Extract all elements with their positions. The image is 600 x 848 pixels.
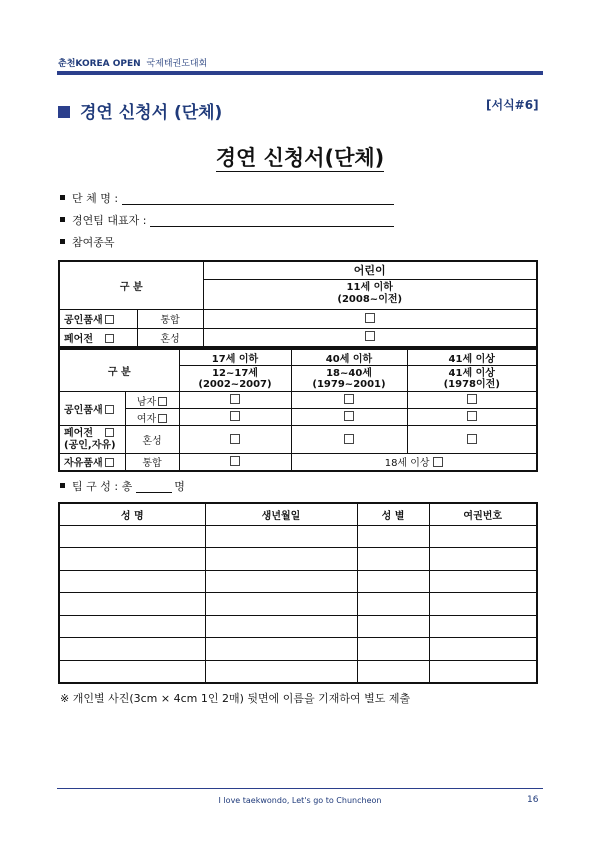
bullet-icon (60, 195, 65, 200)
form-number: [서식#6] (486, 98, 539, 112)
checkbox-icon[interactable] (467, 434, 477, 444)
poomsae-children-cell (203, 309, 537, 328)
birthdate-header: 생년월일 (205, 503, 357, 525)
checkbox-icon[interactable] (344, 394, 354, 404)
team-leader-input[interactable] (150, 214, 394, 227)
table-row (59, 593, 537, 616)
bullet-icon (60, 483, 65, 488)
children-header: 어린이 (203, 261, 537, 279)
checkbox-icon[interactable] (230, 411, 240, 421)
name-cell[interactable] (59, 525, 205, 548)
square-bullet-icon (58, 106, 70, 118)
free-poomsae-label: 자유품새 (59, 454, 125, 471)
checkbox-icon[interactable] (230, 434, 240, 444)
poomsae-label: 공인품새 (59, 392, 125, 426)
female-label: 여자 (125, 409, 179, 426)
table-row (59, 615, 537, 638)
page-number: 16 (527, 795, 539, 805)
roster-table (58, 502, 538, 684)
pair-41-cell (407, 426, 537, 454)
male-40-cell (291, 392, 407, 409)
free-17-cell (179, 454, 291, 471)
birthdate-cell[interactable] (205, 638, 357, 661)
checkbox-icon[interactable] (158, 397, 167, 406)
male-41-cell (407, 392, 537, 409)
checkbox-icon[interactable] (105, 334, 114, 343)
passport-header: 여권번호 (429, 503, 537, 525)
table-row (59, 525, 537, 548)
birthdate-cell[interactable] (205, 615, 357, 638)
footer-slogan: I love taekwondo, Let's go to Chuncheon (218, 796, 382, 805)
photo-note: ※ 개인별 사진(3cm × 4cm 1인 2매) 뒷면에 이름을 기재하여 별도 제출 (60, 692, 411, 705)
checkbox-icon[interactable] (230, 394, 240, 404)
checkbox-icon[interactable] (344, 411, 354, 421)
pair-type: 혼성 (137, 328, 203, 347)
bullet-icon (60, 217, 65, 222)
gender-cell[interactable] (357, 638, 429, 661)
birthdate-cell[interactable] (205, 548, 357, 571)
section-title: 경연 신청서 (단체) (58, 98, 222, 123)
header-subtitle: 국제태권도대회 (146, 59, 208, 69)
pair-label: 페어전 (공인,자유) (59, 426, 125, 454)
checkbox-icon[interactable] (433, 457, 443, 467)
table-row (59, 548, 537, 571)
name-cell[interactable] (59, 548, 205, 571)
group-41-header: 41세 이상 (407, 349, 537, 366)
birthdate-cell[interactable] (205, 570, 357, 593)
team-leader-field: 경연팀 대표자 : (60, 212, 394, 228)
gender-cell[interactable] (357, 661, 429, 684)
passport-cell[interactable] (429, 548, 537, 571)
birthdate-cell[interactable] (205, 593, 357, 616)
team-name-input[interactable] (122, 192, 394, 205)
passport-cell[interactable] (429, 570, 537, 593)
free-18plus-cell: 18세 이상 (291, 454, 537, 471)
passport-cell[interactable] (429, 593, 537, 616)
gender-cell[interactable] (357, 570, 429, 593)
birthdate-cell[interactable] (205, 661, 357, 684)
children-event-table (58, 260, 538, 348)
poomsae-label: 공인품새 (59, 309, 137, 328)
footer-rule (57, 788, 543, 789)
name-header: 성 명 (59, 503, 205, 525)
team-composition-field: 팀 구 성 : 총 명 (60, 478, 185, 494)
passport-cell[interactable] (429, 525, 537, 548)
group-41-range: 41세 이상 (1978이전) (407, 366, 537, 392)
pair-40-cell (291, 426, 407, 454)
gender-cell[interactable] (357, 548, 429, 571)
name-cell[interactable] (59, 593, 205, 616)
running-header (58, 56, 207, 69)
gender-header: 성 별 (357, 503, 429, 525)
group-40-range: 18~40세 (1979~2001) (291, 366, 407, 392)
group-17-header: 17세 이하 (179, 349, 291, 366)
checkbox-icon[interactable] (344, 434, 354, 444)
checkbox-icon[interactable] (467, 394, 477, 404)
team-name-field: 단 체 명 : (60, 190, 394, 206)
checkbox-icon[interactable] (365, 331, 375, 341)
gender-cell[interactable] (357, 525, 429, 548)
group-40-header: 40세 이하 (291, 349, 407, 366)
bullet-icon (60, 239, 65, 244)
name-cell[interactable] (59, 661, 205, 684)
checkbox-icon[interactable] (230, 456, 240, 466)
adult-event-table (58, 348, 538, 472)
name-cell[interactable] (59, 638, 205, 661)
checkbox-icon[interactable] (105, 428, 114, 437)
gender-cell[interactable] (357, 615, 429, 638)
gender-cell[interactable] (357, 593, 429, 616)
table-row (59, 570, 537, 593)
document-title: 경연 신청서(단체) (215, 146, 385, 170)
category-header: 구 분 (59, 261, 203, 309)
male-17-cell (179, 392, 291, 409)
events-label: 참여종목 (60, 234, 115, 250)
passport-cell[interactable] (429, 661, 537, 684)
pair-label: 페어전 (59, 328, 137, 347)
checkbox-icon[interactable] (105, 405, 114, 414)
header-brand: 춘천KOREA OPEN (58, 59, 141, 69)
name-cell[interactable] (59, 570, 205, 593)
poomsae-type: 통합 (137, 309, 203, 328)
checkbox-icon[interactable] (467, 411, 477, 421)
checkbox-icon[interactable] (105, 458, 114, 467)
header-rule (57, 71, 543, 75)
female-41-cell (407, 409, 537, 426)
table-row (59, 661, 537, 684)
pair-17-cell (179, 426, 291, 454)
name-cell[interactable] (59, 615, 205, 638)
table-row (59, 638, 537, 661)
male-label: 남자 (125, 392, 179, 409)
group-17-range: 12~17세 (2002~2007) (179, 366, 291, 392)
pair-type: 혼성 (125, 426, 179, 454)
free-type: 통합 (125, 454, 179, 471)
team-count-input[interactable] (136, 480, 172, 493)
passport-cell[interactable] (429, 615, 537, 638)
checkbox-icon[interactable] (158, 414, 167, 423)
children-age-cell: 11세 이하 (2008~이전) (203, 279, 537, 309)
female-17-cell (179, 409, 291, 426)
birthdate-cell[interactable] (205, 525, 357, 548)
category-header: 구 분 (59, 349, 179, 392)
passport-cell[interactable] (429, 638, 537, 661)
pair-children-cell (203, 328, 537, 347)
female-40-cell (291, 409, 407, 426)
checkbox-icon[interactable] (365, 313, 375, 323)
checkbox-icon[interactable] (105, 315, 114, 324)
